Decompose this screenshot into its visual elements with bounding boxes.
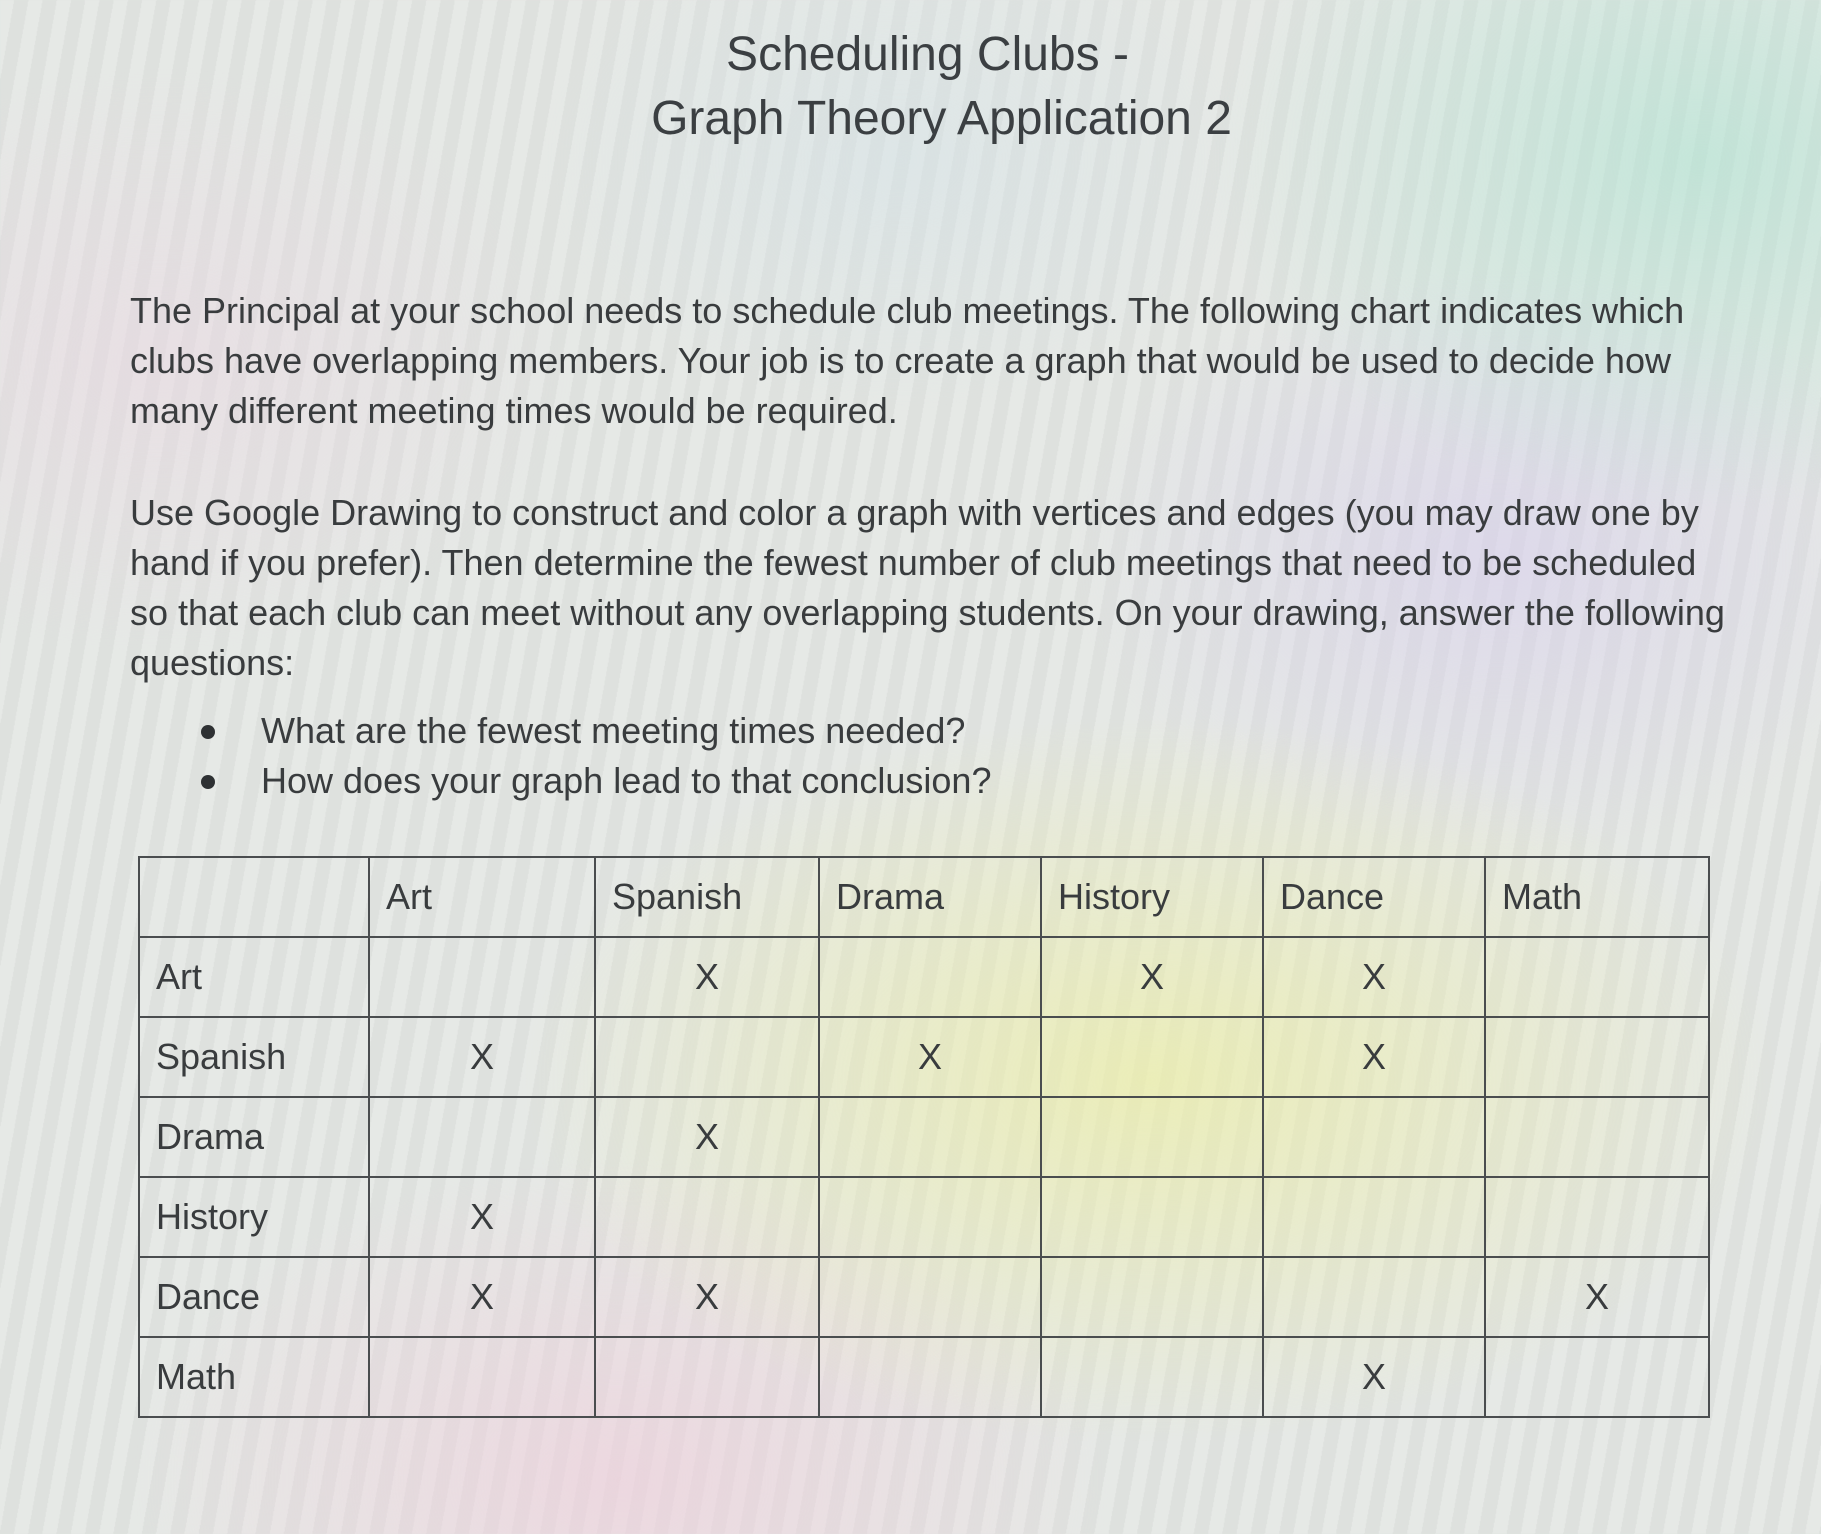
overlap-cell bbox=[1485, 1177, 1709, 1257]
overlap-cell bbox=[819, 1257, 1041, 1337]
overlap-cell bbox=[1263, 1257, 1485, 1337]
overlap-cell: X bbox=[595, 937, 819, 1017]
overlap-cell: X bbox=[1485, 1257, 1709, 1337]
column-header: Drama bbox=[819, 857, 1041, 937]
row-header: Art bbox=[139, 937, 369, 1017]
overlap-cell bbox=[1041, 1257, 1263, 1337]
overlap-cell bbox=[369, 1337, 595, 1417]
row-header: History bbox=[139, 1177, 369, 1257]
intro-paragraph: The Principal at your school needs to schedule club meetings. The following chart indicates which clubs have overlapping members. Your job is to create a graph that would be used to decide how many different meeting times would be required. bbox=[130, 290, 1685, 431]
overlap-cell: X bbox=[369, 1177, 595, 1257]
table-row bbox=[139, 1337, 1709, 1417]
overlap-cell: X bbox=[1041, 937, 1263, 1017]
overlap-cell bbox=[819, 1337, 1041, 1417]
overlap-cell bbox=[595, 1017, 819, 1097]
page-title-line-1: Scheduling Clubs - bbox=[726, 28, 1129, 81]
table-row bbox=[139, 1177, 1709, 1257]
table-row bbox=[139, 1257, 1709, 1337]
overlap-cell: X bbox=[369, 1257, 595, 1337]
overlap-cell bbox=[819, 937, 1041, 1017]
column-header: Math bbox=[1485, 857, 1709, 937]
table-corner-cell bbox=[139, 857, 369, 937]
question-list bbox=[195, 706, 991, 806]
table-header-row bbox=[139, 857, 1709, 937]
overlap-cell bbox=[1485, 937, 1709, 1017]
overlap-cell: X bbox=[1263, 1017, 1485, 1097]
overlap-cell bbox=[1041, 1097, 1263, 1177]
overlap-cell bbox=[1263, 1177, 1485, 1257]
overlap-cell: X bbox=[1263, 1337, 1485, 1417]
overlap-cell bbox=[369, 1097, 595, 1177]
overlap-cell bbox=[369, 937, 595, 1017]
question-item: How does your graph lead to that conclusion? bbox=[195, 756, 991, 806]
question-item: What are the fewest meeting times needed? bbox=[195, 706, 991, 756]
overlap-cell bbox=[1263, 1097, 1485, 1177]
column-header: History bbox=[1041, 857, 1263, 937]
column-header: Spanish bbox=[595, 857, 819, 937]
overlap-cell bbox=[595, 1177, 819, 1257]
table-row bbox=[139, 1097, 1709, 1177]
overlap-cell: X bbox=[819, 1017, 1041, 1097]
page-title-line-2: Graph Theory Application 2 bbox=[651, 92, 1232, 145]
column-header: Dance bbox=[1263, 857, 1485, 937]
overlap-cell bbox=[1485, 1337, 1709, 1417]
row-header: Drama bbox=[139, 1097, 369, 1177]
overlap-cell bbox=[1041, 1017, 1263, 1097]
overlap-cell bbox=[1041, 1177, 1263, 1257]
row-header: Math bbox=[139, 1337, 369, 1417]
overlap-cell: X bbox=[369, 1017, 595, 1097]
overlap-cell bbox=[1041, 1337, 1263, 1417]
overlap-cell bbox=[819, 1177, 1041, 1257]
column-header: Art bbox=[369, 857, 595, 937]
overlap-cell bbox=[1485, 1097, 1709, 1177]
row-header: Spanish bbox=[139, 1017, 369, 1097]
row-header: Dance bbox=[139, 1257, 369, 1337]
table-row bbox=[139, 1017, 1709, 1097]
club-overlap-table bbox=[138, 856, 1710, 1418]
overlap-cell: X bbox=[1263, 937, 1485, 1017]
overlap-cell bbox=[819, 1097, 1041, 1177]
overlap-cell: X bbox=[595, 1257, 819, 1337]
overlap-cell bbox=[595, 1337, 819, 1417]
overlap-cell: X bbox=[595, 1097, 819, 1177]
instructions-paragraph: Use Google Drawing to construct and color a graph with vertices and edges (you may draw one by hand if you prefer). Then determine the fewest number of club meetings that need to be scheduled so that each club can meet without any overlapping students. On your drawing, answer the following questions: bbox=[130, 492, 1725, 683]
table-row bbox=[139, 937, 1709, 1017]
overlap-cell bbox=[1485, 1017, 1709, 1097]
